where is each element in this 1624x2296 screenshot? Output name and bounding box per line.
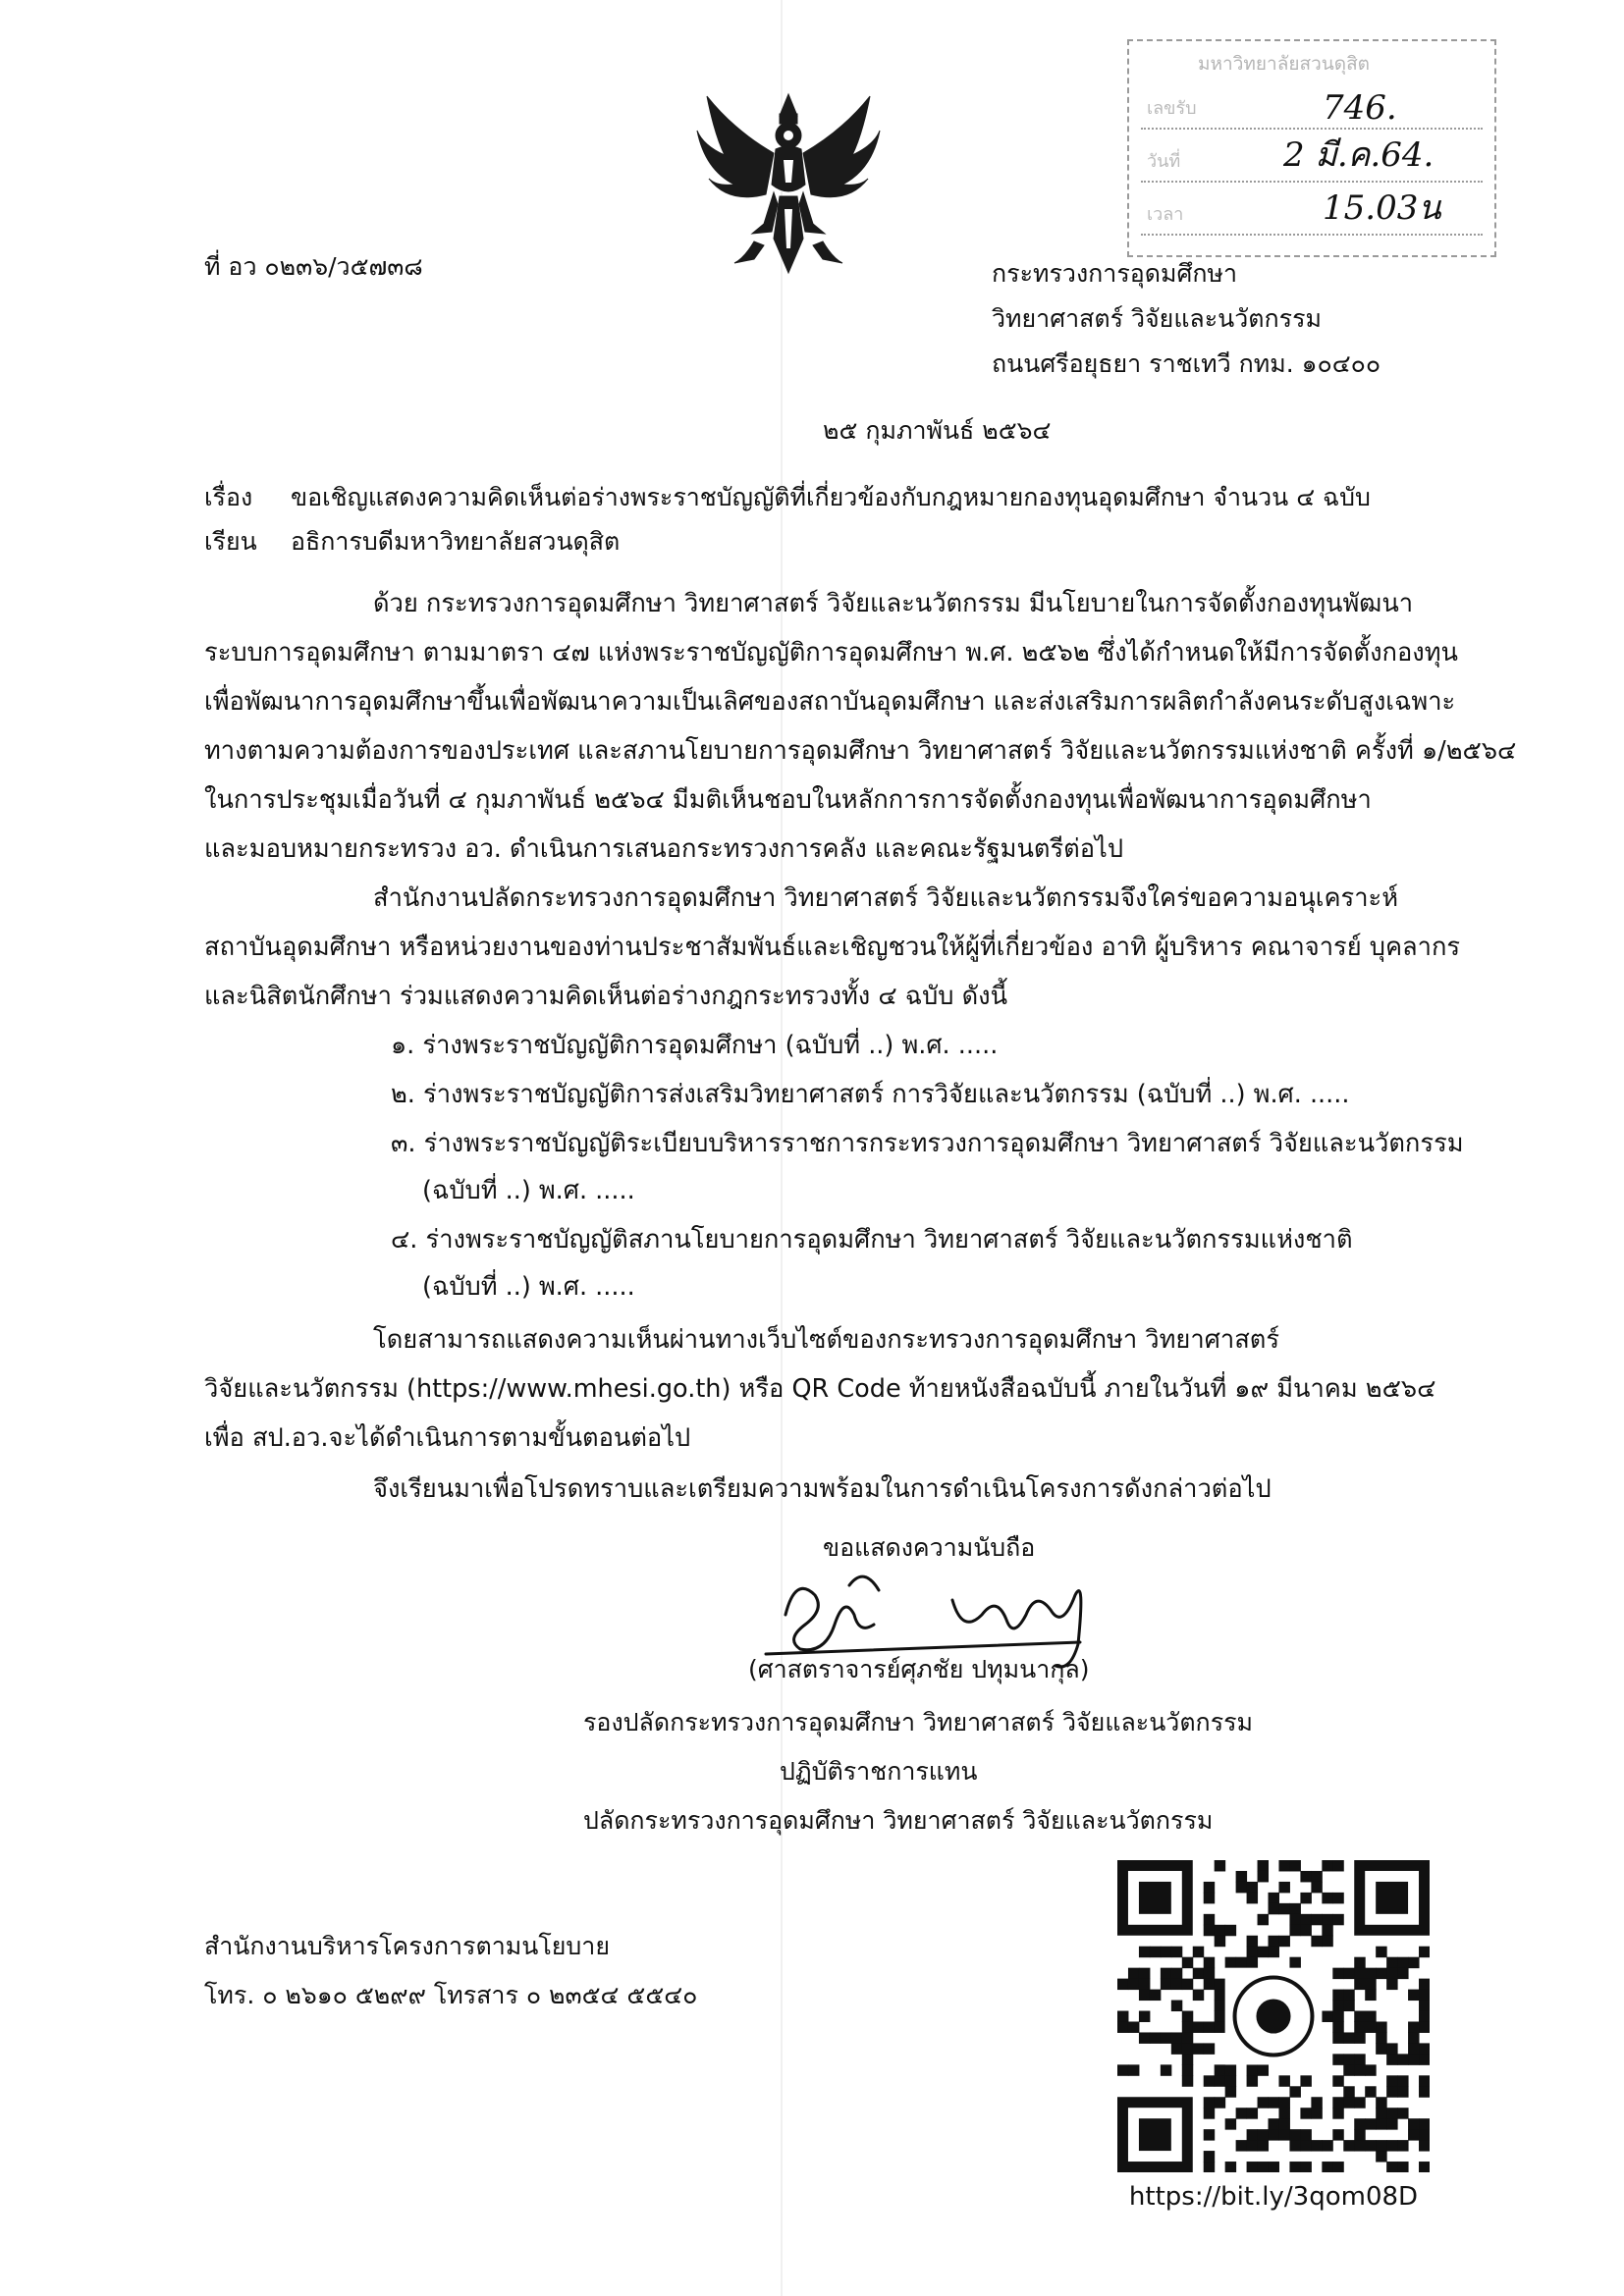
subject-label: เรื่อง	[204, 483, 253, 511]
list-item-continuation: (ฉบับที่ ..) พ.ศ. .....	[422, 1176, 635, 1205]
stamp-row-date	[1141, 137, 1483, 183]
paragraph-line: เพื่อพัฒนาการอุดมศึกษาขึ้นเพื่อพัฒนาความเป็นเลิศของสถาบันอุดมศึกษา และส่งเสริมการผลิตกำลังคนระดับสูงเฉพาะ	[204, 687, 1456, 717]
stamp-row-label: เลขรับ	[1147, 98, 1197, 119]
list-item: ๒. ร่างพระราชบัญญัติการส่งเสริมวิทยาศาสตร์ การวิจัยและนวัตกรรม (ฉบับที่ ..) พ.ศ. .....	[391, 1080, 1350, 1109]
reference-number: ที่ อว ๐๒๓๖/ว๕๗๓๘	[204, 252, 423, 281]
garuda-emblem-icon	[695, 77, 882, 283]
recipient-text: อธิการบดีมหาวิทยาลัยสวนดุสิต	[291, 527, 621, 556]
list-item: ๑. ร่างพระราชบัญญัติการอุดมศึกษา (ฉบับที่ ..) พ.ศ. .....	[391, 1031, 999, 1060]
qr-code-graphic	[1117, 1860, 1430, 2172]
qr-short-url[interactable]: https://bit.ly/3qom08D	[1128, 2182, 1419, 2212]
footer-contact: โทร. ๐ ๒๖๑๐ ๕๒๙๙ โทรสาร ๐ ๒๓๕๔ ๕๕๔๐	[204, 1981, 698, 2009]
receiving-stamp	[1127, 39, 1496, 257]
paragraph-line: ระบบการอุดมศึกษา ตามมาตรา ๔๗ แห่งพระราชบัญญัติการอุดมศึกษา พ.ศ. ๒๕๖๒ ซึ่งได้กำหนดให้มีการจัดตั้งกองทุน	[204, 638, 1458, 667]
paragraph-line: ทางตามความต้องการของประเทศ และสภานโยบายการอุดมศึกษา วิทยาศาสตร์ วิจัยและนวัตกรรมแห่งชาติ ครั้งที่ ๑/๒๕๖๔	[204, 736, 1517, 766]
stamp-date-value: 2 มี.ค.64.	[1283, 135, 1435, 175]
qr-code-icon[interactable]	[1117, 1860, 1430, 2172]
stamp-row-time	[1141, 190, 1483, 236]
paragraph-4: จึงเรียนมาเพื่อโปรดทราบและเตรียมความพร้อมในการดำเนินโครงการดังกล่าวต่อไป	[373, 1474, 1272, 1504]
paragraph-line: สำนักงานปลัดกระทรวงการอุดมศึกษา วิทยาศาสตร์ วิจัยและนวัตกรรมจึงใคร่ขอความอนุเคราะห์	[373, 883, 1399, 913]
stamp-row-number	[1141, 84, 1483, 130]
subject-text: ขอเชิญแสดงความคิดเห็นต่อร่างพระราชบัญญัติที่เกี่ยวข้องกับกฎหมายกองทุนอุดมศึกษา จำนวน ๔ ฉบับ	[291, 483, 1371, 511]
letter-date: ๒๕ กุมภาพันธ์ ๒๕๖๔	[823, 416, 1052, 445]
paragraph-line: สถาบันอุดมศึกษา หรือหน่วยงานของท่านประชาสัมพันธ์และเชิญชวนให้ผู้ที่เกี่ยวข้อง อาทิ ผู้บริหาร คณาจารย์ บุคลากร	[204, 933, 1461, 962]
footer-office: สำนักงานบริหารโครงการตามนโยบาย	[204, 1932, 610, 1960]
list-item-continuation: (ฉบับที่ ..) พ.ศ. .....	[422, 1272, 635, 1302]
signatory-name: (ศาสตราจารย์ศุภชัย ปทุมนากุล)	[748, 1655, 1090, 1683]
stamp-number-value: 746.	[1323, 88, 1397, 128]
paragraph-line: ในการประชุมเมื่อวันที่ ๔ กุมภาพันธ์ ๒๕๖๔ มีมติเห็นชอบในหลักการการจัดตั้งกองทุนเพื่อพัฒนาการอุดมศึกษา	[204, 785, 1372, 815]
list-item: ๓. ร่างพระราชบัญญัติระเบียบบริหารราชการกระทรวงการอุดมศึกษา วิทยาศาสตร์ วิจัยและนวัตกรรม	[391, 1129, 1464, 1158]
sender-address-line: กระทรวงการอุดมศึกษา	[992, 259, 1237, 288]
stamp-row-label: เวลา	[1147, 204, 1184, 225]
sender-address-line: ถนนศรีอยุธยา ราชเทวี กทม. ๑๐๔๐๐	[992, 349, 1381, 378]
paragraph-line: เพื่อ สป.อว.จะได้ดำเนินการตามขั้นตอนต่อไป	[204, 1423, 691, 1453]
paragraph-line: โดยสามารถแสดงความเห็นผ่านทางเว็บไซต์ของกระทรวงการอุดมศึกษา วิทยาศาสตร์	[373, 1325, 1280, 1355]
paragraph-line: ด้วย กระทรวงการอุดมศึกษา วิทยาศาสตร์ วิจัยและนวัตกรรม มีนโยบายในการจัดตั้งกองทุนพัฒนา	[373, 589, 1414, 618]
sender-address-line: วิทยาศาสตร์ วิจัยและนวัตกรรม	[992, 304, 1323, 333]
stamp-row-label: วันที่	[1147, 151, 1181, 172]
closing-salutation: ขอแสดงความนับถือ	[823, 1533, 1036, 1562]
list-item: ๔. ร่างพระราชบัญญัติสภานโยบายการอุดมศึกษา วิทยาศาสตร์ วิจัยและนวัตกรรมแห่งชาติ	[391, 1225, 1353, 1255]
stamp-faded-label: มหาวิทยาลัยสวนดุสิต	[1198, 53, 1371, 75]
stamp-time-value: 15.03น	[1323, 188, 1441, 228]
recipient-label: เรียน	[204, 527, 257, 556]
signatory-position-line: ปฏิบัติราชการแทน	[780, 1757, 978, 1786]
signatory-position-line: รองปลัดกระทรวงการอุดมศึกษา วิทยาศาสตร์ วิจัยและนวัตกรรม	[583, 1708, 1254, 1736]
paragraph-line: วิจัยและนวัตกรรม (https://www.mhesi.go.th) หรือ QR Code ท้ายหนังสือฉบับนี้ ภายในวันที่ ๑๙ มีนาคม ๒๕๖๔	[204, 1374, 1436, 1404]
paragraph-line: และมอบหมายกระทรวง อว. ดำเนินการเสนอกระทรวงการคลัง และคณะรัฐมนตรีต่อไป	[204, 834, 1124, 864]
paragraph-line: และนิสิตนักศึกษา ร่วมแสดงความคิดเห็นต่อร่างกฎกระทรวงทั้ง ๔ ฉบับ ดังนี้	[204, 982, 1008, 1011]
signatory-position-line: ปลัดกระทรวงการอุดมศึกษา วิทยาศาสตร์ วิจัยและนวัตกรรม	[583, 1806, 1214, 1835]
